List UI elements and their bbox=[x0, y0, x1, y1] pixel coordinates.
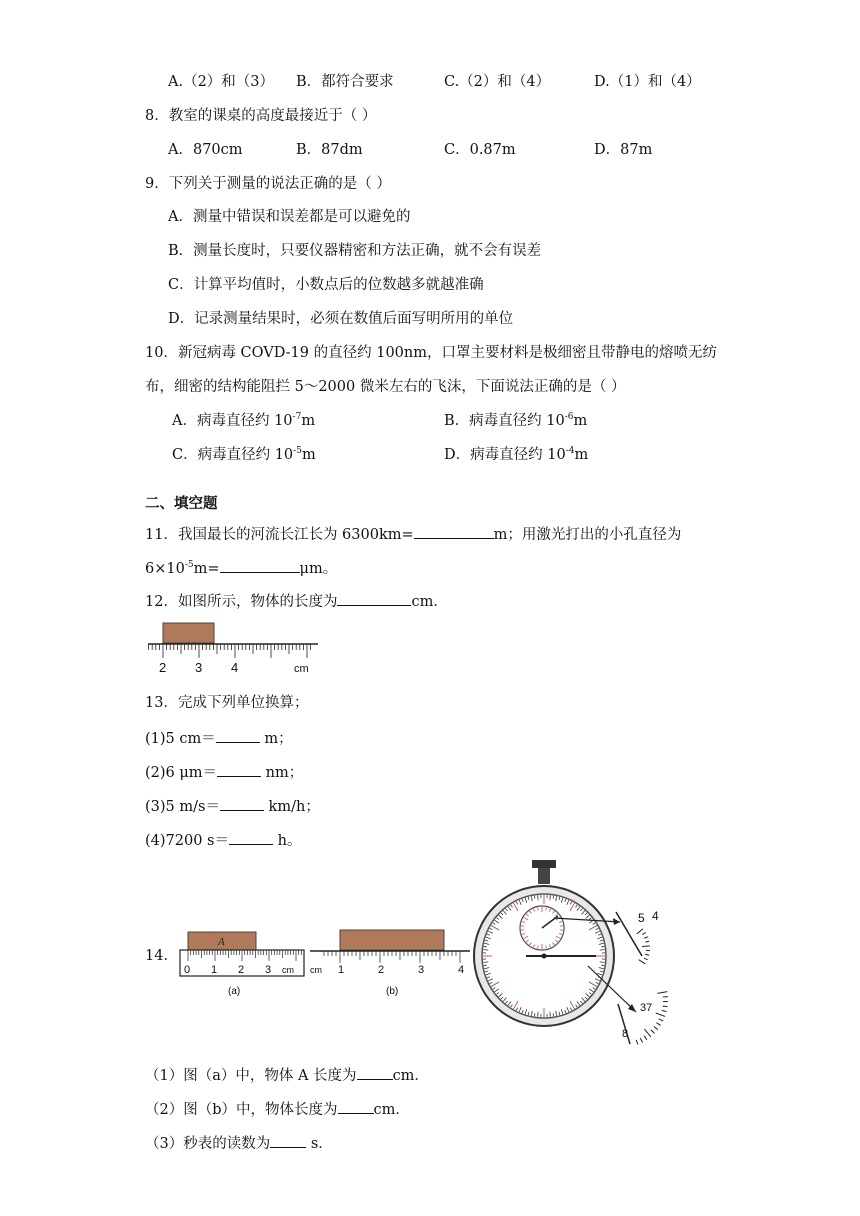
tick-mark bbox=[538, 1012, 539, 1017]
tick-mark bbox=[645, 941, 649, 942]
ruler-a-label-0: 0 bbox=[184, 964, 191, 976]
tick-mark bbox=[550, 895, 551, 900]
q13-blank-1[interactable] bbox=[216, 727, 260, 743]
q9-option-a: A．测量中错误和误差都是可以避免的 bbox=[168, 209, 411, 225]
q9-option-d: D．记录测量结果时，必须在数值后面写明所用的单位 bbox=[168, 311, 514, 327]
zoom-top-label-4: 4 bbox=[652, 909, 659, 923]
figure-b-caption: (b) bbox=[386, 986, 399, 997]
q8-option-b: B．87dm bbox=[296, 142, 363, 158]
object-b bbox=[340, 930, 444, 950]
tick-mark bbox=[600, 950, 605, 951]
tick-mark bbox=[644, 1036, 647, 1040]
tick-mark bbox=[600, 962, 605, 963]
q14-stopwatch-figure bbox=[470, 860, 710, 1050]
ruler-b-label-3: 3 bbox=[418, 964, 425, 976]
tick-mark bbox=[656, 1013, 665, 1016]
q13-stem: 13．完成下列单位换算； bbox=[145, 695, 309, 711]
q11-blank-1[interactable] bbox=[414, 523, 494, 539]
tick-mark bbox=[636, 1040, 638, 1045]
q14-sub-3: （3）秒表的读数为 s． bbox=[145, 1132, 333, 1154]
zoom-view-minutes bbox=[637, 929, 650, 964]
q7-option-a: A.（2）和（3） bbox=[168, 74, 275, 90]
q14-figure-a bbox=[178, 928, 308, 998]
ruler-b-unit: cm bbox=[310, 965, 322, 975]
tick-mark bbox=[640, 1038, 642, 1042]
tick-mark bbox=[656, 1023, 660, 1026]
q8-option-d: D．87m bbox=[594, 142, 653, 158]
q10-stem-line1: 10．新冠病毒 COVD-19 的直径约 100nm，口罩主要材料是极细密且带静电的熔喷无纺 bbox=[145, 345, 717, 361]
tick-mark bbox=[637, 929, 643, 934]
ruler-label-4: 4 bbox=[231, 660, 239, 675]
tick-mark bbox=[642, 933, 645, 935]
ruler-a-label-2: 2 bbox=[238, 964, 245, 976]
tick-mark bbox=[644, 1029, 650, 1037]
zoom-bottom-label-37: 37 bbox=[640, 1002, 653, 1014]
q13-blank-3[interactable] bbox=[220, 795, 264, 811]
q10-option-b: B．病毒直径约 $10^{-6}m$ bbox=[444, 412, 588, 429]
zoom-top-label-5: 5 bbox=[638, 911, 645, 925]
tick-mark bbox=[483, 962, 488, 963]
stopwatch-crown-cap bbox=[532, 860, 556, 868]
q11-line1: 11．我国最长的河流长江长为 6300km= m；用激光打出的小孔直径为 bbox=[145, 523, 681, 545]
tick-mark bbox=[657, 992, 667, 994]
tick-mark bbox=[644, 937, 648, 938]
q12-blank[interactable] bbox=[337, 590, 411, 606]
measured-object bbox=[163, 623, 214, 643]
q14-blank-1[interactable] bbox=[357, 1064, 393, 1080]
q10-option-d: D．病毒直径约 $10^{-4}m$ bbox=[444, 446, 589, 463]
ruler-a-label-1: 1 bbox=[211, 964, 218, 976]
q8-stem: 8．教室的课桌的高度最接近于（ ） bbox=[145, 108, 377, 124]
q13-blank-4[interactable] bbox=[229, 829, 273, 845]
tick-mark bbox=[642, 946, 650, 947]
q14-figure-b bbox=[308, 924, 472, 998]
q13-blank-2[interactable] bbox=[217, 761, 261, 777]
tick-mark bbox=[483, 950, 488, 951]
q12-ruler-figure bbox=[148, 620, 320, 678]
zoom-view-seconds bbox=[636, 992, 668, 1045]
q14-sub-1: （1）图（a）中，物体 A 长度为 cm． bbox=[145, 1064, 429, 1086]
zoom-top-arrowhead bbox=[613, 918, 620, 925]
q10-stem-line2: 布，细密的结构能阻拦 5～2000 微米左右的飞沫，下面说法正确的是（ ） bbox=[145, 379, 626, 395]
tick-mark bbox=[639, 960, 646, 964]
q12-stem: 12．如图所示，物体的长度为 cm． bbox=[145, 590, 448, 612]
tick-mark bbox=[538, 895, 539, 900]
q9-option-b: B．测量长度时，只要仪器精密和方法正确，就不会有误差 bbox=[168, 243, 542, 259]
tick-mark bbox=[644, 958, 648, 960]
q14-number: 14． bbox=[145, 948, 178, 964]
tick-mark bbox=[663, 1006, 668, 1007]
tick-mark bbox=[550, 1012, 551, 1017]
zoom-bottom-label-8: 8 bbox=[622, 1028, 629, 1040]
q8-option-a: A．870cm bbox=[168, 142, 243, 158]
ruler-ticks bbox=[149, 644, 311, 658]
ruler-b-label-1: 1 bbox=[338, 964, 345, 976]
q13-item-4: (4)7200 s＝ h。 bbox=[145, 829, 301, 851]
q13-item-2: (2)6 μm＝ nm； bbox=[145, 761, 303, 783]
q10-option-a: A．病毒直径约 $10^{-7}m$ bbox=[172, 412, 316, 429]
tick-mark bbox=[651, 1030, 655, 1033]
ruler-b-ticks bbox=[324, 951, 460, 963]
ruler-label-3: 3 bbox=[195, 660, 203, 675]
q13-item-3: (3)5 m/s＝ km/h； bbox=[145, 795, 320, 817]
section-title-fill-blank: 二、填空题 bbox=[145, 496, 218, 512]
ruler-unit: cm bbox=[294, 663, 309, 675]
ruler-a-label-3: 3 bbox=[265, 964, 272, 976]
tick-mark bbox=[659, 1019, 663, 1021]
q11-line2: $6\times 10^{-5}m= \mu m$。 bbox=[145, 557, 337, 579]
q9-stem: 9．下列关于测量的说法正确的是（ ） bbox=[145, 176, 391, 192]
tick-mark bbox=[645, 954, 649, 955]
q11-blank-2[interactable] bbox=[220, 557, 300, 573]
q8-option-c: C．0.87m bbox=[444, 142, 516, 158]
ruler-b-label-2: 2 bbox=[378, 964, 385, 976]
q14-blank-2[interactable] bbox=[338, 1098, 374, 1114]
object-a-label: A bbox=[218, 936, 225, 948]
figure-a-caption: (a) bbox=[228, 986, 241, 997]
tick-mark bbox=[662, 1010, 667, 1011]
ruler-a-unit: cm bbox=[282, 965, 294, 975]
ruler-a-ticks bbox=[188, 950, 301, 961]
ruler-label-2: 2 bbox=[159, 660, 167, 675]
q10-option-c: C．病毒直径约 $10^{-5}m$ bbox=[172, 446, 316, 463]
q7-option-c: C.（2）和（4） bbox=[444, 74, 551, 90]
q7-option-d: D.（1）和（4） bbox=[594, 74, 701, 90]
q9-option-c: C．计算平均值时，小数点后的位数越多就越准确 bbox=[168, 277, 484, 293]
stopwatch-crown bbox=[538, 868, 550, 884]
tick-mark bbox=[654, 1026, 658, 1029]
q13-item-1: (1)5 cm＝ m； bbox=[145, 727, 293, 749]
q14-blank-3[interactable] bbox=[270, 1132, 306, 1148]
q7-option-b: B．都符合要求 bbox=[296, 74, 394, 90]
ruler-b-label-4: 4 bbox=[458, 964, 465, 976]
q14-sub-2: （2）图（b）中，物体长度为 cm． bbox=[145, 1098, 410, 1120]
